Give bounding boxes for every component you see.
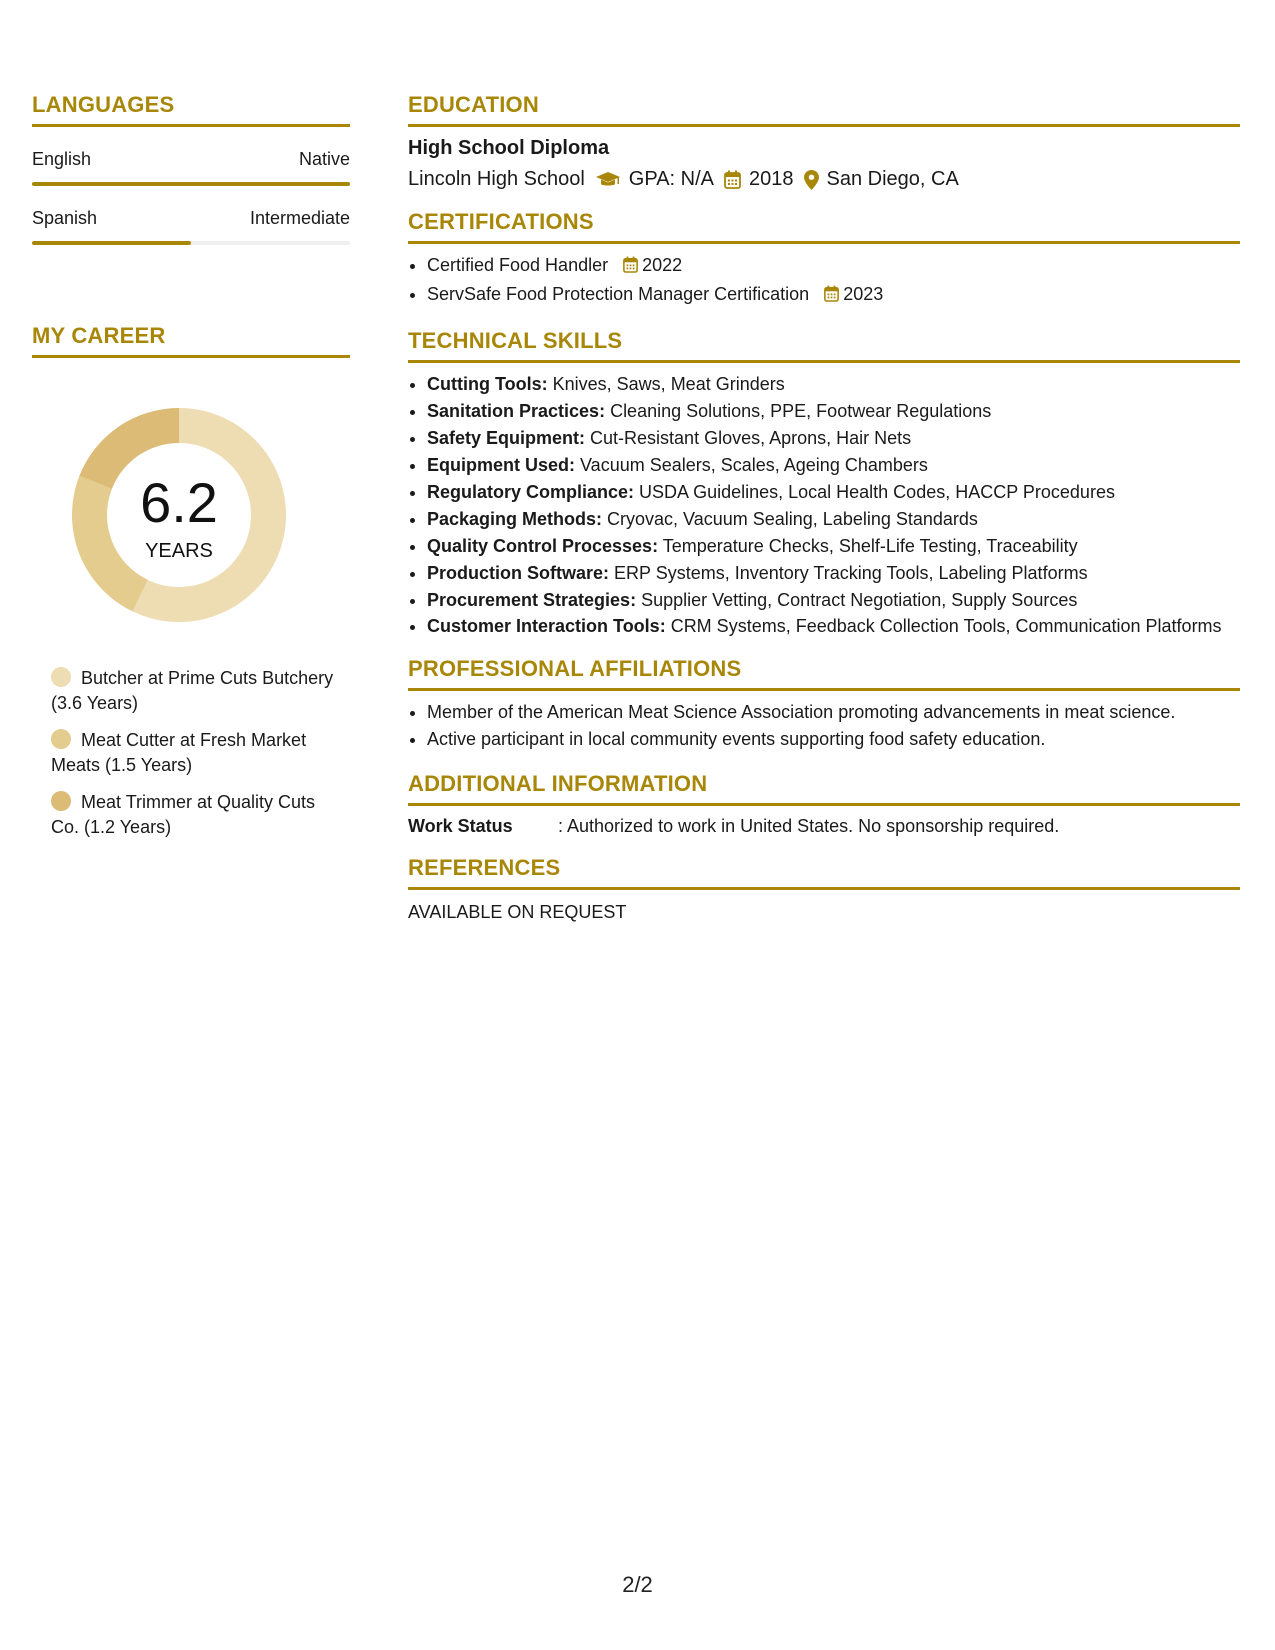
skill-label: Production Software: xyxy=(427,563,610,583)
skill-label: Safety Equipment: xyxy=(427,428,586,448)
language-bar-fill xyxy=(32,241,191,245)
language-item-english xyxy=(32,149,350,186)
legend-item xyxy=(51,790,341,840)
technical-skills-section xyxy=(408,328,1240,638)
skill-value: Temperature Checks, Shelf-Life Testing, Traceability xyxy=(658,536,1078,556)
affiliations-title: PROFESSIONAL AFFILIATIONS xyxy=(408,656,1240,691)
skill-label: Packaging Methods: xyxy=(427,509,603,529)
skill-value: Vacuum Sealers, Scales, Ageing Chambers xyxy=(575,455,928,475)
language-bar xyxy=(32,182,350,186)
calendar-icon xyxy=(824,283,839,310)
work-status-row xyxy=(408,816,1240,837)
skill-item xyxy=(427,398,1240,425)
skill-value: ERP Systems, Inventory Tracking Tools, Labeling Platforms xyxy=(609,563,1088,583)
legend-dot xyxy=(51,729,71,749)
certification-name: Certified Food Handler xyxy=(427,255,609,275)
work-status-value: : Authorized to work in United States. No sponsorship required. xyxy=(558,816,1060,836)
certification-year: 2022 xyxy=(642,255,683,275)
languages-section xyxy=(32,92,350,245)
skill-item xyxy=(427,452,1240,479)
language-name: Spanish xyxy=(32,208,98,228)
affiliation-item: • Active participant in local community events supporting food safety education. xyxy=(427,726,1240,753)
skill-item xyxy=(427,587,1240,614)
legend-dot xyxy=(51,791,71,811)
legend-label: Butcher at Prime Cuts Butchery (3.6 Years) xyxy=(51,668,334,713)
skill-item xyxy=(427,425,1240,452)
additional-info-title: ADDITIONAL INFORMATION xyxy=(408,771,1240,806)
legend-label: Meat Cutter at Fresh Market Meats (1.5 Years) xyxy=(51,730,307,775)
affiliations-section xyxy=(408,656,1240,753)
skills-list xyxy=(408,371,1240,638)
career-section xyxy=(32,323,350,840)
skill-item xyxy=(427,479,1240,506)
education-title: EDUCATION xyxy=(408,92,1240,127)
language-level: Intermediate xyxy=(249,208,350,228)
language-level: Native xyxy=(298,149,350,169)
education-details xyxy=(408,168,1240,191)
skill-value: Cryovac, Vacuum Sealing, Labeling Standards xyxy=(602,509,978,529)
education-gpa: GPA: N/A xyxy=(628,168,714,190)
affiliation-item: • Member of the American Meat Science Association promoting advancements in meat science. xyxy=(427,699,1240,726)
career-donut-chart xyxy=(64,400,294,630)
page-number: 2/2 xyxy=(622,1572,653,1597)
education-year: 2018 xyxy=(749,168,794,190)
calendar-icon xyxy=(724,170,741,189)
skill-value: USDA Guidelines, Local Health Codes, HACCP Procedures xyxy=(634,482,1115,502)
legend-item xyxy=(51,666,341,716)
work-status-key: Work Status xyxy=(408,816,513,836)
education-school: Lincoln High School xyxy=(408,168,585,190)
certifications-title: CERTIFICATIONS xyxy=(408,209,1240,244)
technical-skills-title: TECHNICAL SKILLS xyxy=(408,328,1240,363)
skill-label: Quality Control Processes: xyxy=(427,536,659,556)
career-title: MY CAREER xyxy=(32,323,350,358)
legend-dot xyxy=(51,667,71,687)
graduation-cap-icon xyxy=(595,171,621,189)
references-section xyxy=(408,855,1240,923)
calendar-icon xyxy=(623,254,638,281)
career-years-unit: YEARS xyxy=(145,540,213,562)
languages-title: LANGUAGES xyxy=(32,92,350,127)
skill-value: Supplier Vetting, Contract Negotiation, Supply Sources xyxy=(636,590,1078,610)
map-pin-icon xyxy=(804,170,819,190)
language-name: English xyxy=(32,149,92,169)
skill-value: Knives, Saws, Meat Grinders xyxy=(547,374,785,394)
career-total-years: 6.2 xyxy=(140,471,218,534)
skill-value: CRM Systems, Feedback Collection Tools, Communication Platforms xyxy=(665,616,1222,636)
skill-label: Cutting Tools: xyxy=(427,374,548,394)
skill-label: Regulatory Compliance: xyxy=(427,482,635,502)
skill-item xyxy=(427,614,1240,638)
certifications-list xyxy=(408,252,1240,310)
education-degree: High School Diploma xyxy=(408,137,610,159)
skill-value: Cut-Resistant Gloves, Aprons, Hair Nets xyxy=(585,428,912,448)
legend-label: Meat Trimmer at Quality Cuts Co. (1.2 Years) xyxy=(51,792,316,837)
language-bar xyxy=(32,241,350,245)
skill-label: Sanitation Practices: xyxy=(427,401,606,421)
certifications-section xyxy=(408,209,1240,310)
left-column xyxy=(32,92,350,852)
skill-label: Procurement Strategies: xyxy=(427,590,637,610)
certification-name: ServSafe Food Protection Manager Certification xyxy=(427,284,810,304)
skill-item xyxy=(427,371,1240,398)
skill-value: Cleaning Solutions, PPE, Footwear Regulations xyxy=(605,401,992,421)
references-title: REFERENCES xyxy=(408,855,1240,890)
skill-item xyxy=(427,533,1240,560)
affiliations-list xyxy=(408,699,1240,753)
certification-year: 2023 xyxy=(843,284,884,304)
right-column xyxy=(408,92,1240,941)
skill-label: Equipment Used: xyxy=(427,455,576,475)
references-text: AVAILABLE ON REQUEST xyxy=(408,902,627,922)
career-legend xyxy=(32,666,350,840)
certification-item xyxy=(427,281,1240,310)
skill-label: Customer Interaction Tools: xyxy=(427,616,666,636)
skill-item xyxy=(427,506,1240,533)
education-location: San Diego, CA xyxy=(826,168,959,190)
language-bar-fill xyxy=(32,182,350,186)
skill-item xyxy=(427,560,1240,587)
education-section xyxy=(408,92,1240,191)
additional-info-section xyxy=(408,771,1240,837)
legend-item xyxy=(51,728,341,778)
certification-item xyxy=(427,252,1240,281)
language-item-spanish xyxy=(32,208,350,245)
